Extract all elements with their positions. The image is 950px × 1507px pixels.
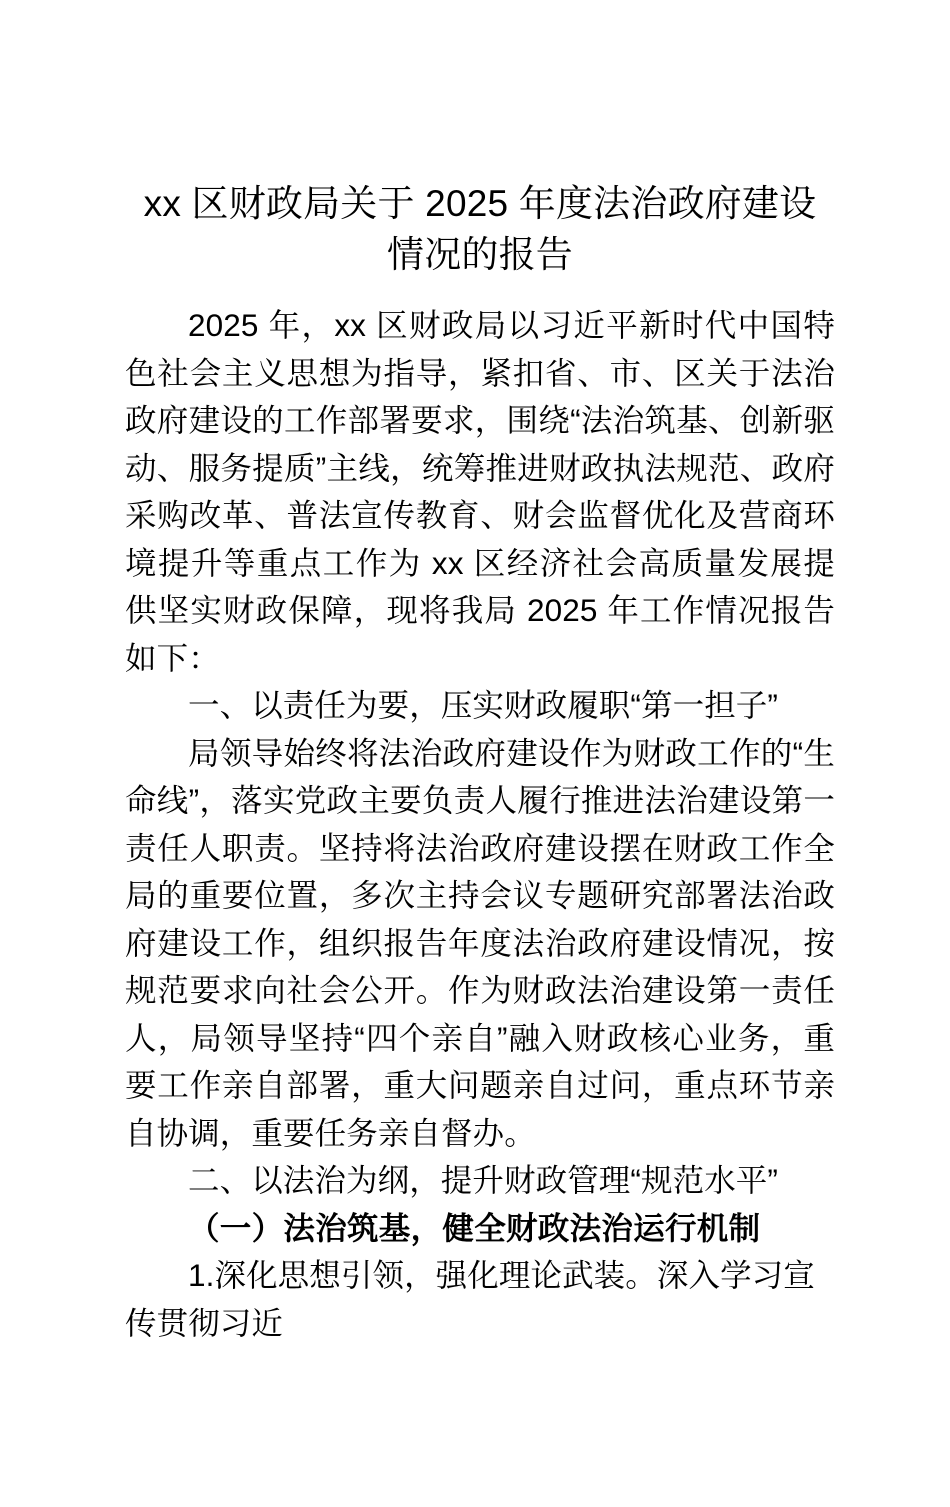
page-title-line-2: 情况的报告 <box>387 234 573 275</box>
intro-paragraph: 2025 年，xx 区财政局以习近平新时代中国特色社会主义思想为指导，紧扣省、市、区关于法治政府建设的工作部署要求，围绕“法治筑基、创新驱动、服务提质”主线，统筹推进财政执法规范、政府采购改革、普法宣传教育、财会监督优化及营商环境提升等重点工作为 xx 区经济社会高质量发展提供坚实财政保障，现将我局 2025 年工作情况报告如下： <box>125 307 835 676</box>
page-title <box>125 0 835 280</box>
subsection-one-heading: （一）法治筑基，健全财政法治运行机制 <box>188 1209 761 1246</box>
page-bottom-whitespace <box>125 1347 835 1507</box>
section-one-heading: 一、以责任为要，压实财政履职“第一担子” <box>188 687 778 723</box>
document-text-column <box>125 0 835 1507</box>
item-one-paragraph: 1.深化思想引领，强化理论武装。深入学习宣传贯彻习近 <box>125 1257 815 1341</box>
section-one-body: 局领导始终将法治政府建设作为财政工作的“生命线”，落实党政主要负责人履行推进法治建设第一责任人职责。坚持将法治政府建设摆在财政工作全局的重要位置，多次主持会议专题研究部署法治政府建设工作，组织报告年度法治政府建设情况，按规范要求向社会公开。作为财政法治建设第一责任人，局领导坚持“四个亲自”融入财政核心业务，重要工作亲自部署，重大问题亲自过问，重点环节亲自协调，重要任务亲自督办。 <box>125 734 835 1151</box>
page-title-line-1: xx 区财政局关于 2025 年度法治政府建设 <box>143 183 817 224</box>
section-two-heading: 二、以法治为纲，提升财政管理“规范水平” <box>188 1162 778 1198</box>
